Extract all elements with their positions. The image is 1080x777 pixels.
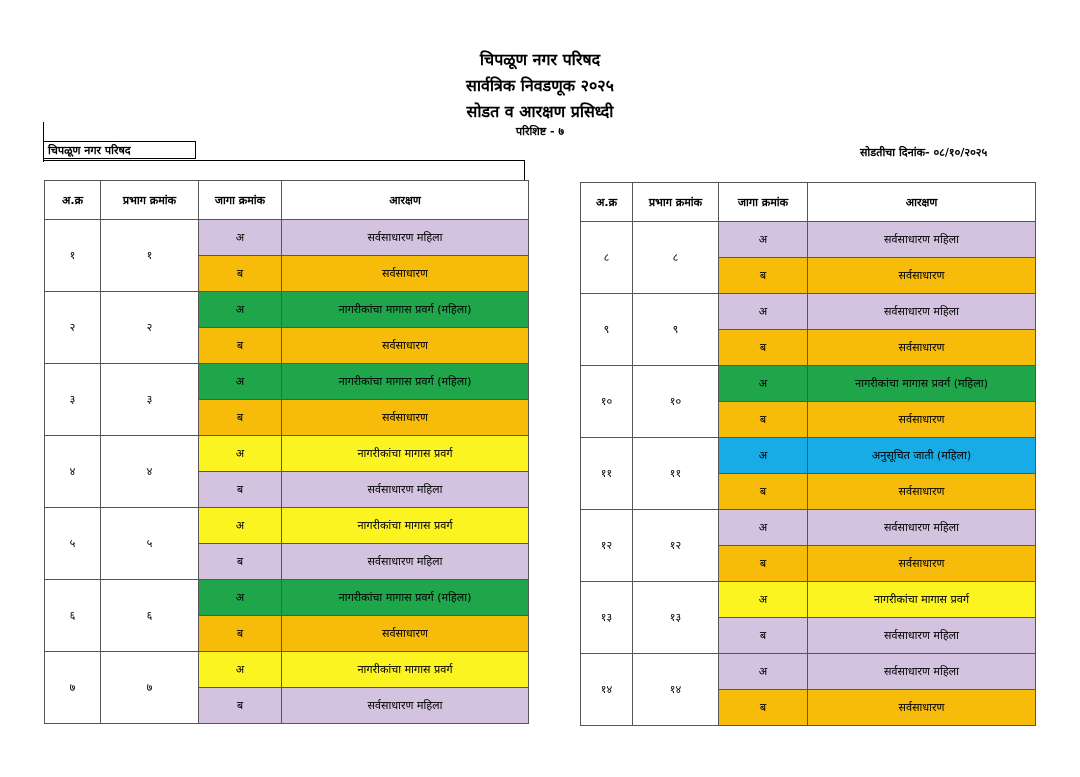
serial-cell: ७ bbox=[45, 652, 101, 724]
col-header-serial: अ.क्र bbox=[45, 181, 101, 220]
serial-cell: ६ bbox=[45, 580, 101, 652]
seat-cell: अ bbox=[719, 510, 808, 546]
serial-cell: ११ bbox=[581, 438, 633, 510]
ward-cell: १० bbox=[633, 366, 719, 438]
reservation-cell: सर्वसाधारण महिला bbox=[282, 472, 529, 508]
table-row bbox=[45, 220, 529, 256]
draw-date: सोडतीचा दिनांक- ०८/१०/२०२५ bbox=[860, 146, 988, 159]
table-header-row bbox=[45, 181, 529, 220]
reservation-cell: सर्वसाधारण महिला bbox=[282, 688, 529, 724]
seat-cell: अ bbox=[719, 438, 808, 474]
col-header-seat: जागा क्रमांक bbox=[199, 181, 282, 220]
ward-cell: ४ bbox=[101, 436, 199, 508]
serial-cell: १३ bbox=[581, 582, 633, 654]
reservation-cell: अनुसूचित जाती (महिला) bbox=[808, 438, 1036, 474]
reservation-cell: सर्वसाधारण महिला bbox=[808, 222, 1036, 258]
appendix-label: परिशिष्ट - ७ bbox=[515, 125, 565, 138]
serial-cell: १४ bbox=[581, 654, 633, 726]
table-row bbox=[45, 580, 529, 616]
table-row bbox=[581, 582, 1036, 618]
seat-cell: ब bbox=[719, 258, 808, 294]
frame-line bbox=[44, 160, 524, 161]
seat-cell: ब bbox=[199, 472, 282, 508]
seat-cell: ब bbox=[199, 400, 282, 436]
reservation-cell: सर्वसाधारण bbox=[282, 400, 529, 436]
reservation-cell: सर्वसाधारण bbox=[808, 258, 1036, 294]
reservation-cell: सर्वसाधारण महिला bbox=[808, 618, 1036, 654]
serial-cell: २ bbox=[45, 292, 101, 364]
table-row bbox=[581, 510, 1036, 546]
seat-cell: ब bbox=[719, 618, 808, 654]
reservation-cell: नागरीकांचा मागास प्रवर्ग (महिला) bbox=[282, 292, 529, 328]
reservation-cell: नागरीकांचा मागास प्रवर्ग bbox=[282, 508, 529, 544]
seat-cell: ब bbox=[199, 328, 282, 364]
table-row bbox=[581, 294, 1036, 330]
reservation-cell: सर्वसाधारण bbox=[808, 546, 1036, 582]
reservation-cell: सर्वसाधारण महिला bbox=[808, 654, 1036, 690]
table-row bbox=[581, 654, 1036, 690]
seat-cell: ब bbox=[199, 688, 282, 724]
council-label: चिपळूण नगर परिषद bbox=[44, 141, 196, 159]
reservation-cell: सर्वसाधारण bbox=[808, 330, 1036, 366]
serial-cell: १० bbox=[581, 366, 633, 438]
serial-cell: ५ bbox=[45, 508, 101, 580]
seat-cell: अ bbox=[719, 654, 808, 690]
reservation-table-right bbox=[580, 182, 1036, 726]
ward-cell: २ bbox=[101, 292, 199, 364]
reservation-cell: सर्वसाधारण bbox=[282, 328, 529, 364]
reservation-table-left bbox=[44, 180, 529, 724]
seat-cell: अ bbox=[719, 294, 808, 330]
ward-cell: ८ bbox=[633, 222, 719, 294]
reservation-cell: नागरीकांचा मागास प्रवर्ग bbox=[282, 436, 529, 472]
reservation-cell: सर्वसाधारण bbox=[808, 690, 1036, 726]
table-row bbox=[581, 366, 1036, 402]
seat-cell: अ bbox=[199, 508, 282, 544]
reservation-cell: सर्वसाधारण महिला bbox=[282, 544, 529, 580]
seat-cell: ब bbox=[719, 690, 808, 726]
seat-cell: अ bbox=[199, 580, 282, 616]
seat-cell: ब bbox=[719, 546, 808, 582]
seat-cell: अ bbox=[719, 582, 808, 618]
table-header-row bbox=[581, 183, 1036, 222]
ward-cell: ३ bbox=[101, 364, 199, 436]
reservation-cell: नागरीकांचा मागास प्रवर्ग bbox=[808, 582, 1036, 618]
ward-cell: १४ bbox=[633, 654, 719, 726]
seat-cell: ब bbox=[199, 256, 282, 292]
serial-cell: १२ bbox=[581, 510, 633, 582]
seat-cell: अ bbox=[719, 366, 808, 402]
serial-cell: ३ bbox=[45, 364, 101, 436]
seat-cell: ब bbox=[199, 544, 282, 580]
reservation-cell: सर्वसाधारण महिला bbox=[282, 220, 529, 256]
table-row bbox=[45, 292, 529, 328]
ward-cell: १२ bbox=[633, 510, 719, 582]
col-header-seat: जागा क्रमांक bbox=[719, 183, 808, 222]
table-row bbox=[45, 508, 529, 544]
seat-cell: ब bbox=[719, 402, 808, 438]
serial-cell: १ bbox=[45, 220, 101, 292]
table-row bbox=[581, 438, 1036, 474]
ward-cell: १ bbox=[101, 220, 199, 292]
reservation-cell: सर्वसाधारण bbox=[282, 256, 529, 292]
reservation-cell: सर्वसाधारण महिला bbox=[808, 510, 1036, 546]
table-row bbox=[45, 436, 529, 472]
reservation-cell: नागरीकांचा मागास प्रवर्ग (महिला) bbox=[282, 364, 529, 400]
col-header-reservation: आरक्षण bbox=[282, 181, 529, 220]
title-election: सार्वत्रिक निवडणूक २०२५ bbox=[466, 76, 614, 95]
seat-cell: ब bbox=[199, 616, 282, 652]
seat-cell: अ bbox=[719, 222, 808, 258]
ward-cell: १३ bbox=[633, 582, 719, 654]
ward-cell: ७ bbox=[101, 652, 199, 724]
reservation-cell: नागरीकांचा मागास प्रवर्ग (महिला) bbox=[808, 366, 1036, 402]
reservation-cell: सर्वसाधारण bbox=[808, 402, 1036, 438]
seat-cell: अ bbox=[199, 364, 282, 400]
seat-cell: अ bbox=[199, 220, 282, 256]
col-header-ward: प्रभाग क्रमांक bbox=[633, 183, 719, 222]
seat-cell: अ bbox=[199, 292, 282, 328]
reservation-cell: सर्वसाधारण bbox=[282, 616, 529, 652]
title-draw: सोडत व आरक्षण प्रसिध्दी bbox=[466, 102, 614, 121]
table-row bbox=[45, 652, 529, 688]
ward-cell: ६ bbox=[101, 580, 199, 652]
ward-cell: ५ bbox=[101, 508, 199, 580]
frame-line bbox=[524, 160, 525, 180]
col-header-ward: प्रभाग क्रमांक bbox=[101, 181, 199, 220]
ward-cell: ११ bbox=[633, 438, 719, 510]
col-header-reservation: आरक्षण bbox=[808, 183, 1036, 222]
seat-cell: अ bbox=[199, 436, 282, 472]
reservation-cell: सर्वसाधारण bbox=[808, 474, 1036, 510]
seat-cell: ब bbox=[719, 330, 808, 366]
title-council: चिपळूण नगर परिषद bbox=[479, 50, 601, 69]
serial-cell: ९ bbox=[581, 294, 633, 366]
ward-cell: ९ bbox=[633, 294, 719, 366]
serial-cell: ८ bbox=[581, 222, 633, 294]
reservation-cell: नागरीकांचा मागास प्रवर्ग bbox=[282, 652, 529, 688]
table-row bbox=[45, 364, 529, 400]
seat-cell: ब bbox=[719, 474, 808, 510]
serial-cell: ४ bbox=[45, 436, 101, 508]
table-row bbox=[581, 222, 1036, 258]
reservation-cell: सर्वसाधारण महिला bbox=[808, 294, 1036, 330]
seat-cell: अ bbox=[199, 652, 282, 688]
reservation-cell: नागरीकांचा मागास प्रवर्ग (महिला) bbox=[282, 580, 529, 616]
col-header-serial: अ.क्र bbox=[581, 183, 633, 222]
